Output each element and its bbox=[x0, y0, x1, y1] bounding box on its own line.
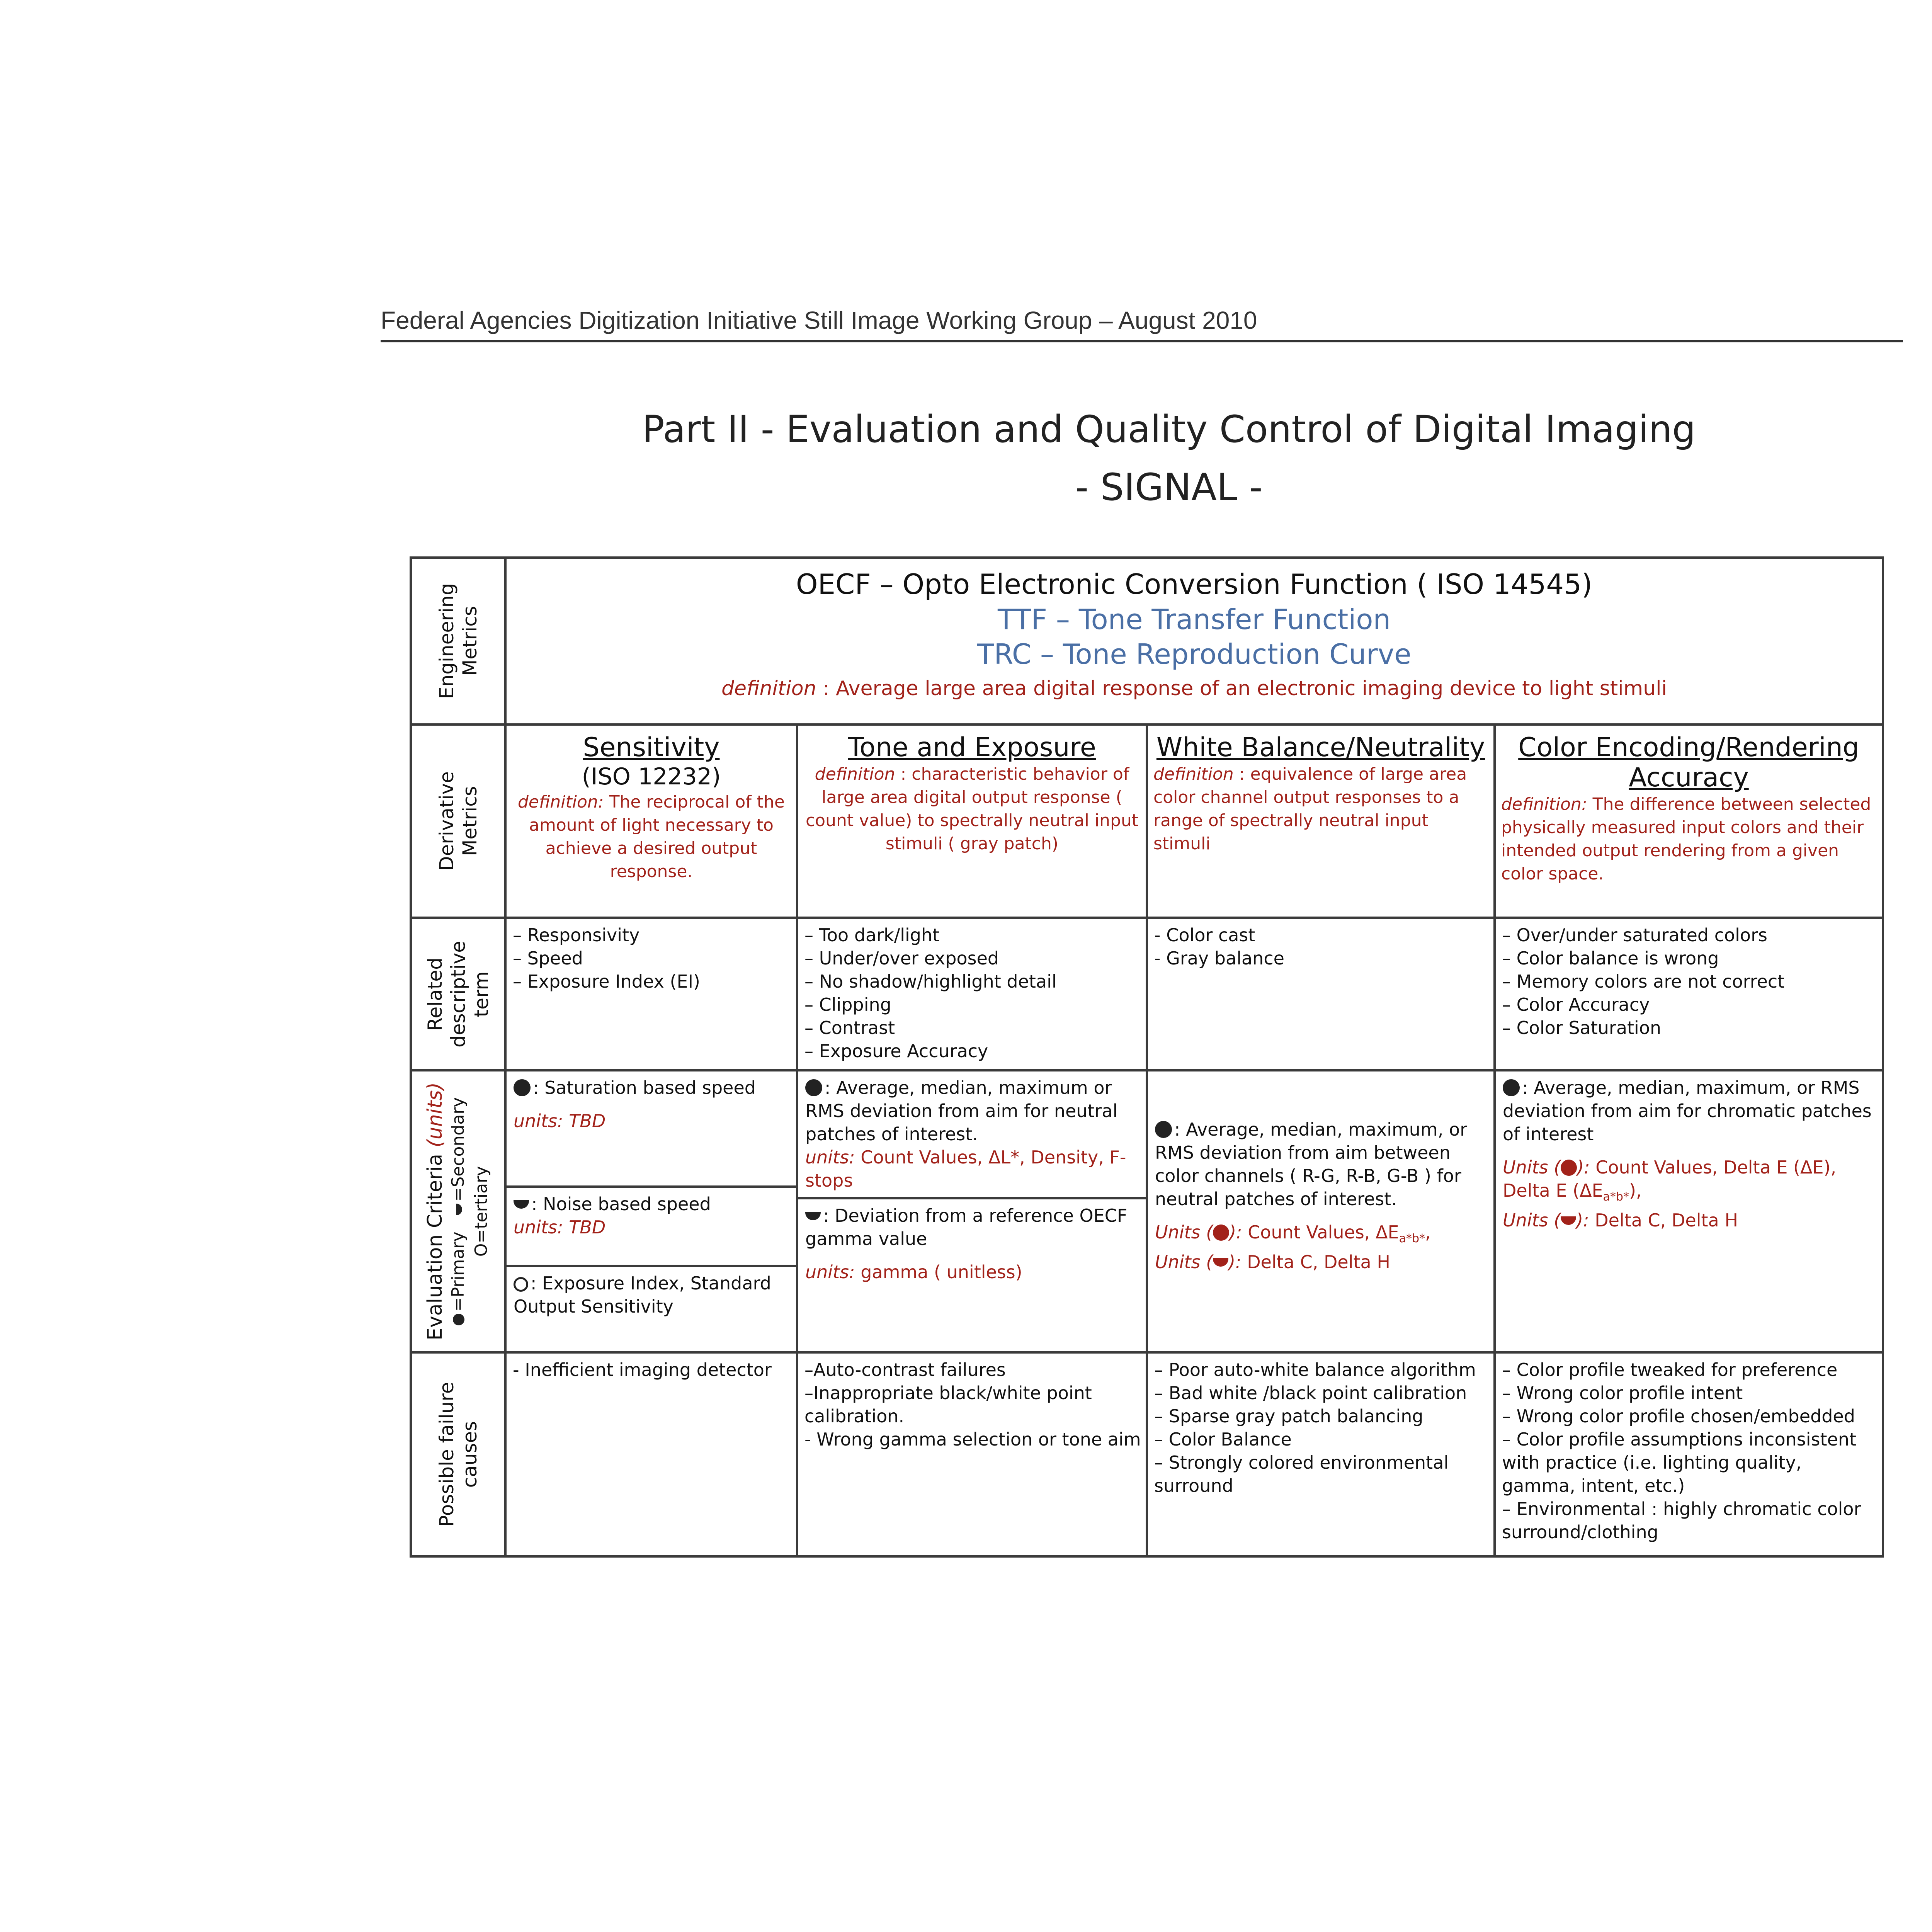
definition-label: definition bbox=[815, 764, 895, 784]
eval-secondary-text: : Deviation from a reference OECF gamma value bbox=[805, 1205, 1128, 1249]
primary-dot-icon bbox=[1213, 1225, 1229, 1241]
related-white-balance bbox=[1147, 918, 1495, 1070]
primary-dot-icon bbox=[514, 1079, 531, 1096]
row-label-engineering bbox=[411, 558, 505, 724]
eval-units-secondary bbox=[1503, 1209, 1875, 1232]
derivative-white-balance bbox=[1147, 724, 1495, 918]
failure-color bbox=[1495, 1352, 1883, 1556]
oecf-definition bbox=[507, 673, 1882, 704]
row-label-line: Related bbox=[423, 957, 446, 1031]
evaluation-white-balance bbox=[1147, 1070, 1495, 1352]
list-item: – Clipping bbox=[804, 994, 891, 1015]
white-balance-definition bbox=[1153, 763, 1488, 855]
evaluation-sensitivity bbox=[505, 1070, 797, 1352]
units-text: Delta C, Delta H bbox=[1241, 1252, 1390, 1273]
failure-sensitivity bbox=[505, 1352, 797, 1556]
row-label-derivative bbox=[411, 724, 505, 918]
definition-label: definition bbox=[1153, 764, 1234, 784]
eval-secondary-text: : Noise based speed bbox=[531, 1194, 711, 1214]
row-engineering-metrics bbox=[411, 558, 1883, 724]
primary-dot-icon bbox=[1155, 1121, 1172, 1138]
eval-primary-units bbox=[805, 1146, 1139, 1192]
list-item: – Environmental : highly chromatic color surround/clothing bbox=[1502, 1498, 1861, 1543]
list-item: –Inappropriate black/white point calibration. bbox=[804, 1383, 1092, 1427]
primary-dot-icon bbox=[1561, 1160, 1577, 1176]
definition-label: definition: bbox=[1501, 794, 1587, 814]
list-item: – Strongly colored environmental surround bbox=[1154, 1452, 1449, 1496]
eval-primary bbox=[1503, 1076, 1875, 1146]
list-item: – Speed bbox=[513, 948, 583, 969]
row-related-terms bbox=[411, 918, 1883, 1070]
list-item: – Too dark/light bbox=[804, 925, 940, 946]
row-label-line: term bbox=[470, 971, 493, 1017]
primary-dot-icon bbox=[453, 1314, 464, 1325]
color-definition bbox=[1501, 793, 1876, 886]
row-label-line: Metrics bbox=[458, 786, 481, 856]
secondary-half-dot-icon bbox=[1213, 1258, 1228, 1267]
list-item: – Sparse gray patch balancing bbox=[1154, 1406, 1423, 1427]
tone-definition bbox=[804, 763, 1140, 855]
list-item: - Wrong gamma selection or tone aim bbox=[804, 1429, 1141, 1450]
derivative-sensitivity bbox=[505, 724, 797, 918]
sensitivity-definition bbox=[512, 791, 791, 883]
evaluation-color bbox=[1495, 1070, 1883, 1352]
eval-secondary-block bbox=[798, 1197, 1146, 1288]
units-label: Units ( bbox=[1503, 1210, 1561, 1231]
units-subscript: a*b* bbox=[1603, 1190, 1629, 1204]
units-label: Units ( bbox=[1503, 1157, 1561, 1178]
units-text: Count Values, ΔL*, Density, F-stops bbox=[805, 1147, 1126, 1191]
page-title: Part II - Evaluation and Quality Control of Digital Imaging bbox=[642, 408, 1696, 451]
eval-tertiary-text: : Exposure Index, Standard Output Sensitivity bbox=[514, 1273, 771, 1317]
definition-text: The difference between selected physically measured input colors and their intended output rendering from a given color space. bbox=[1501, 794, 1871, 884]
units-label-close: ): bbox=[1228, 1252, 1242, 1273]
sensitivity-standard: (ISO 12232) bbox=[582, 763, 721, 790]
list-item: –Auto-contrast failures bbox=[804, 1359, 1006, 1380]
list-item: – Contrast bbox=[804, 1017, 895, 1038]
definition-label: definition bbox=[721, 677, 816, 700]
eval-primary-text: : Average, median, maximum, or RMS deviation from aim between color channels ( R-G, R-B, G-B ) for neutral patches of interest. bbox=[1155, 1119, 1468, 1209]
list-item: – Color Balance bbox=[1154, 1429, 1292, 1450]
running-header: Federal Agencies Digitization Initiative Still Image Working Group – August 2010 bbox=[381, 306, 1903, 342]
eval-primary-text: : Average, median, maximum, or RMS deviation from aim for chromatic patches of interest bbox=[1503, 1077, 1872, 1145]
list-item: – Memory colors are not correct bbox=[1502, 971, 1785, 992]
trc-heading: TRC – Tone Reproduction Curve bbox=[977, 638, 1412, 670]
eval-primary bbox=[514, 1076, 789, 1099]
eval-primary-text: : Saturation based speed bbox=[533, 1077, 756, 1098]
units-label: Units ( bbox=[1155, 1222, 1213, 1243]
secondary-half-dot-icon bbox=[514, 1200, 529, 1209]
row-label-line: O=tertiary bbox=[471, 1166, 491, 1257]
row-label-line: Metrics bbox=[458, 606, 481, 676]
secondary-half-dot-icon bbox=[805, 1212, 821, 1220]
definition-text: The reciprocal of the amount of light necessary to achieve a desired output response. bbox=[529, 792, 785, 881]
list-item: – Color balance is wrong bbox=[1502, 948, 1719, 969]
list-item: – No shadow/highlight detail bbox=[804, 971, 1057, 992]
units-label-close: ): bbox=[1577, 1157, 1590, 1178]
eval-primary-block bbox=[507, 1071, 796, 1185]
list-item: – Bad white /black point calibration bbox=[1154, 1383, 1467, 1403]
eval-primary-block bbox=[798, 1071, 1146, 1197]
list-item: – Color profile assumptions inconsistent with practice (i.e. lighting quality, gamma, intent, etc.) bbox=[1502, 1429, 1857, 1496]
ttf-heading: TTF – Tone Transfer Function bbox=[997, 603, 1391, 636]
units-label: units: bbox=[805, 1147, 855, 1168]
eval-units-primary bbox=[1503, 1156, 1875, 1209]
list-item: - Gray balance bbox=[1154, 948, 1284, 969]
definition-label: definition: bbox=[517, 792, 604, 812]
eval-units-primary bbox=[1155, 1221, 1486, 1250]
eval-primary bbox=[1155, 1118, 1486, 1211]
row-evaluation-criteria bbox=[411, 1070, 1883, 1352]
secondary-half-dot-icon bbox=[456, 1204, 462, 1216]
row-label-failure bbox=[411, 1352, 505, 1556]
eval-secondary-units bbox=[805, 1260, 1139, 1284]
legend-primary: =Primary bbox=[448, 1231, 468, 1312]
eval-secondary-units: units: TBD bbox=[514, 1217, 606, 1238]
units-text: Count Values, Delta E (ΔE), Delta E (ΔE bbox=[1503, 1157, 1837, 1201]
list-item: – Color Accuracy bbox=[1502, 994, 1650, 1015]
eval-primary bbox=[805, 1076, 1139, 1146]
list-item: – Exposure Index (EI) bbox=[513, 971, 700, 992]
row-label-line: Derivative bbox=[435, 771, 458, 871]
row-label-line bbox=[447, 1082, 470, 1340]
row-label-line: causes bbox=[458, 1421, 481, 1488]
units-label-close: ): bbox=[1229, 1222, 1242, 1243]
definition-text: : Average large area digital response of an electronic imaging device to light stimuli bbox=[816, 677, 1667, 700]
related-sensitivity bbox=[505, 918, 797, 1070]
list-item: – Exposure Accuracy bbox=[804, 1041, 988, 1061]
units-text: gamma ( unitless) bbox=[855, 1262, 1022, 1282]
tertiary-circle-icon bbox=[514, 1277, 528, 1292]
units-tail: , bbox=[1425, 1222, 1431, 1243]
primary-dot-icon bbox=[1503, 1079, 1520, 1096]
list-item: – Poor auto-white balance algorithm bbox=[1154, 1359, 1476, 1380]
evaluation-tone bbox=[797, 1070, 1147, 1352]
list-item: – Color profile tweaked for preference bbox=[1502, 1359, 1838, 1380]
eval-units-label: (units) bbox=[423, 1082, 447, 1148]
row-derivative-metrics bbox=[411, 724, 1883, 918]
units-text: Delta C, Delta H bbox=[1589, 1210, 1738, 1231]
primary-dot-icon bbox=[805, 1079, 822, 1096]
list-item: – Wrong color profile intent bbox=[1502, 1383, 1743, 1403]
white-balance-heading: White Balance/Neutrality bbox=[1156, 732, 1485, 763]
color-heading: Color Encoding/Rendering Accuracy bbox=[1518, 732, 1859, 793]
units-label-close: ): bbox=[1576, 1210, 1589, 1231]
related-color bbox=[1495, 918, 1883, 1070]
row-label-line: Possible failure bbox=[435, 1382, 458, 1527]
row-label-related bbox=[411, 918, 505, 1070]
units-tail: ), bbox=[1629, 1180, 1642, 1201]
derivative-color bbox=[1495, 724, 1883, 918]
row-label-line: descriptive bbox=[447, 940, 469, 1048]
list-item: – Over/under saturated colors bbox=[1502, 925, 1767, 946]
list-item: - Inefficient imaging detector bbox=[513, 1359, 772, 1380]
units-label: Units ( bbox=[1155, 1252, 1213, 1273]
sensitivity-heading: Sensitivity bbox=[583, 732, 720, 763]
list-item: – Wrong color profile chosen/embedded bbox=[1502, 1406, 1855, 1427]
oecf-heading: OECF – Opto Electronic Conversion Function ( ISO 14545) bbox=[796, 568, 1593, 600]
list-item: – Responsivity bbox=[513, 925, 640, 946]
eval-secondary bbox=[805, 1204, 1139, 1250]
units-subscript: a*b* bbox=[1399, 1232, 1425, 1246]
eval-secondary-block bbox=[507, 1185, 796, 1265]
derivative-tone bbox=[797, 724, 1147, 918]
units-label: units: bbox=[805, 1262, 855, 1282]
eval-primary-text: : Average, median, maximum or RMS deviation from aim for neutral patches of interest. bbox=[805, 1077, 1118, 1145]
failure-tone bbox=[797, 1352, 1147, 1556]
related-tone bbox=[797, 918, 1147, 1070]
engineering-metrics-cell bbox=[505, 558, 1883, 724]
definition-text: : equivalence of large area color channel output responses to a range of spectrally neutral input stimuli bbox=[1153, 764, 1467, 854]
eval-tertiary-block bbox=[507, 1265, 796, 1323]
failure-white-balance bbox=[1147, 1352, 1495, 1556]
eval-units-secondary bbox=[1155, 1250, 1486, 1274]
eval-label: Evaluation Criteria bbox=[423, 1147, 447, 1341]
signal-metrics-table bbox=[410, 556, 1884, 1558]
list-item: - Color cast bbox=[1154, 925, 1255, 946]
tone-heading: Tone and Exposure bbox=[848, 732, 1096, 763]
eval-primary-units: units: TBD bbox=[514, 1111, 606, 1131]
legend-secondary: =Secondary bbox=[448, 1097, 468, 1202]
units-text: Count Values, ΔE bbox=[1242, 1222, 1399, 1243]
row-label-line bbox=[423, 1082, 447, 1340]
page-subtitle: - SIGNAL - bbox=[1075, 466, 1263, 509]
eval-secondary bbox=[514, 1192, 789, 1216]
row-label-line: Engineering bbox=[435, 583, 458, 699]
eval-tertiary bbox=[514, 1272, 789, 1318]
list-item: – Color Saturation bbox=[1502, 1017, 1662, 1038]
row-label-evaluation bbox=[411, 1070, 505, 1352]
list-item: – Under/over exposed bbox=[804, 948, 999, 969]
row-failure-causes bbox=[411, 1352, 1883, 1556]
definition-text: : characteristic behavior of large area digital output response ( count value) to spectrally neutral input stimuli ( gray patch) bbox=[805, 764, 1139, 854]
secondary-half-dot-icon bbox=[1561, 1216, 1576, 1225]
